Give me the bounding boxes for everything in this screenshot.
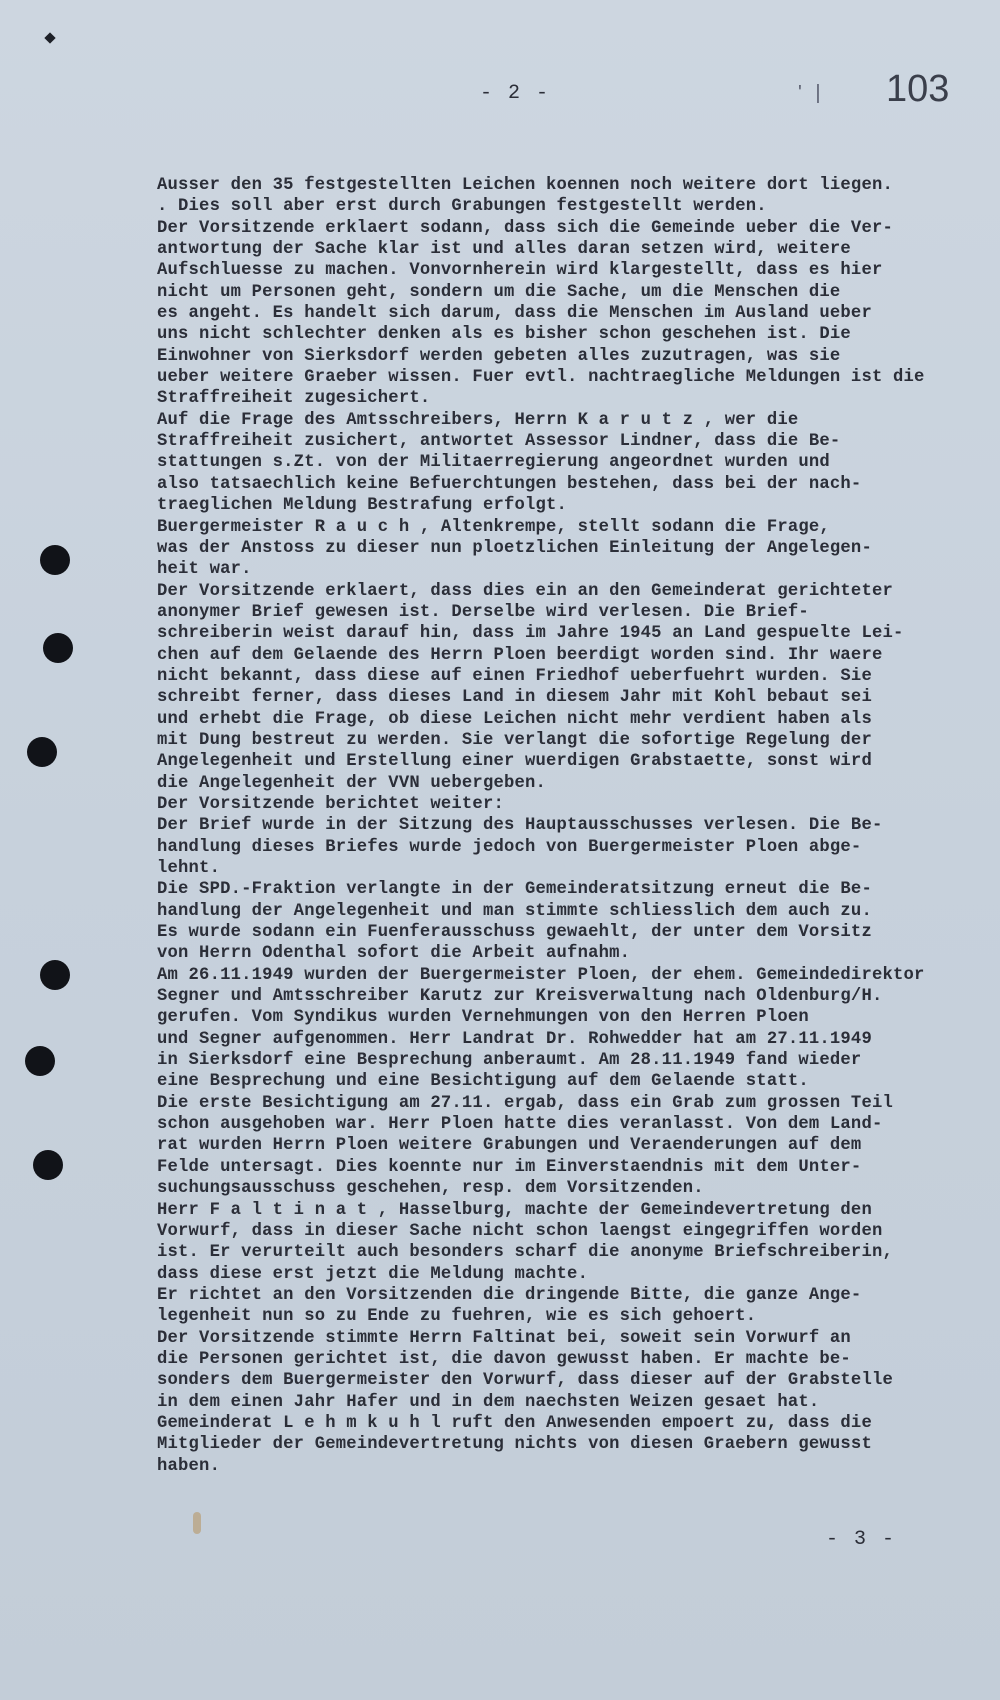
text-line: Straffreiheit zusichert, antwortet Assessor Lindner, dass die Be- [157,432,841,452]
punch-hole [27,737,57,767]
text-line: traeglichen Meldung Bestrafung erfolgt. [157,496,568,516]
page-number: - 2 - [480,82,551,105]
punch-hole [25,1046,55,1076]
text-line: Der Vorsitzende erklaert sodann, dass sich die Gemeinde ueber die Ver- [157,218,893,238]
text-line: legenheit nun so zu Ende zu fuehren, wie es sich gehoert. [157,1307,757,1327]
text-line: schon ausgehoben war. Herr Ploen hatte dies veranlasst. Von dem Land- [157,1115,883,1135]
archive-ticks: ' | [798,82,825,104]
text-line: Mitglieder der Gemeindevertretung nichts von diesen Graebern gewusst [157,1435,872,1455]
punch-hole [40,960,70,990]
text-line: nicht bekannt, dass diese auf einen Friedhof ueberfuehrt wurden. Sie [157,666,872,686]
text-line: mit Dung bestreut zu werden. Sie verlangt die sofortige Regelung der [157,730,872,750]
punch-hole [33,1150,63,1180]
text-line: und erhebt die Frage, ob diese Leichen nicht mehr verdient haben als [157,709,872,729]
text-line: Es wurde sodann ein Fuenferausschuss gewaehlt, der unter dem Vorsitz [157,923,872,943]
text-line: es angeht. Es handelt sich darum, dass die Menschen im Ausland ueber [157,304,872,324]
text-line: Aufschluesse zu machen. Vonvornherein wird klargestellt, dass es hier [157,261,883,281]
text-line: in Sierksdorf eine Besprechung anberaumt. Am 28.11.1949 fand wieder [157,1051,862,1071]
text-line: suchungsausschuss geschehen, resp. dem Vorsitzenden. [157,1179,704,1199]
text-line: ueber weitere Graeber wissen. Fuer evtl. nachtraegliche Meldungen ist die [157,368,925,388]
text-line: uns nicht schlechter denken als es bisher schon geschehen ist. Die [157,325,851,345]
text-line: stattungen s.Zt. von der Militaerregierung angeordnet wurden und [157,453,830,473]
text-line: Felde untersagt. Dies koennte nur im Einverstaendnis mit dem Unter- [157,1157,862,1177]
text-line: heit war. [157,560,252,580]
text-line: lehnt. [157,859,221,878]
text-line: dass diese erst jetzt die Meldung machte. [157,1264,589,1284]
text-line: rat wurden Herrn Ploen weitere Grabungen und Veraenderungen auf dem [157,1136,862,1156]
text-line: sonders dem Buergermeister den Vorwurf, dass dieser auf der Grabstelle [157,1371,893,1391]
text-line: schreiberin weist darauf hin, dass im Jahre 1945 an Land gespuelte Lei- [157,624,904,644]
text-line: Ausser den 35 festgestellten Leichen koennen noch weitere dort liegen. [157,176,893,195]
text-line: ist. Er verurteilt auch besonders scharf die anonyme Briefschreiberin, [157,1243,893,1263]
text-line: und Segner aufgenommen. Herr Landrat Dr. Rohwedder hat am 27.11.1949 [157,1029,872,1049]
text-line: von Herrn Odenthal sofort die Arbeit aufnahm. [157,944,631,964]
corner-mark [44,32,55,43]
text-line: nicht um Personen geht, sondern um die Sache, um die Menschen die [157,282,841,302]
text-line: haben. [157,1456,221,1476]
text-line: Einwohner von Sierksdorf werden gebeten alles zuzutragen, was sie [157,346,841,366]
text-line: was der Anstoss zu dieser nun ploetzlichen Einleitung der Angelegen- [157,538,872,558]
text-line: gerufen. Vom Syndikus wurden Vernehmungen von den Herren Ploen [157,1008,809,1028]
text-line: in dem einen Jahr Hafer und in dem naechsten Weizen gesaet hat. [157,1392,820,1412]
text-line: Der Vorsitzende erklaert, dass dies ein an den Gemeinderat gerichteter [157,581,893,601]
text-line: die Angelegenheit der VVN uebergeben. [157,773,547,793]
punch-hole [40,545,70,575]
text-line: Straffreiheit zugesichert. [157,389,431,409]
text-line: Auf die Frage des Amtsschreibers, Herrn K a r u t z , wer die [157,410,799,430]
text-line: anonymer Brief gewesen ist. Derselbe wird verlesen. Die Brief- [157,602,809,622]
text-line: also tatsaechlich keine Befuerchtungen bestehen, dass bei der nach- [157,474,862,494]
text-line: Die erste Besichtigung am 27.11. ergab, dass ein Grab zum grossen Teil [157,1093,893,1113]
text-line: Vorwurf, dass in dieser Sache nicht schon laengst eingegriffen worden [157,1221,883,1241]
text-line: Die SPD.-Fraktion verlangte in der Gemeinderatsitzung erneut die Be- [157,880,872,900]
text-line: Am 26.11.1949 wurden der Buergermeister Ploen, der ehem. Gemeindedirektor [157,965,925,985]
text-line: eine Besprechung und eine Besichtigung auf dem Gelaende statt. [157,1072,809,1092]
text-line: chen auf dem Gelaende des Herrn Ploen beerdigt worden sind. Ihr waere [157,645,883,665]
text-line: antwortung der Sache klar ist und alles daran setzen wird, weitere [157,240,851,260]
text-line: Der Vorsitzende berichtet weiter: [157,794,504,814]
text-line: Angelegenheit und Erstellung einer wuerdigen Grabstaette, sonst wird [157,752,872,772]
body-text [157,175,947,1477]
text-line: Herr F a l t i n a t , Hasselburg, machte der Gemeindevertretung den [157,1200,872,1220]
text-line: schreibt ferner, dass dieses Land in diesem Jahr mit Kohl bebaut sei [157,688,872,708]
text-line: handlung der Angelegenheit und man stimmte schliesslich dem auch zu. [157,901,872,921]
text-line: Der Vorsitzende stimmte Herrn Faltinat bei, soweit sein Vorwurf an [157,1328,851,1348]
text-line: Buergermeister R a u c h , Altenkrempe, stellt sodann die Frage, [157,517,830,537]
text-line: handlung dieses Briefes wurde jedoch von Buergermeister Ploen abge- [157,837,862,857]
text-line: . Dies soll aber erst durch Grabungen festgestellt werden. [157,197,767,217]
punch-hole [43,633,73,663]
archive-number: 103 [886,68,950,110]
text-line: Der Brief wurde in der Sitzung des Hauptausschusses verlesen. Die Be- [157,816,883,836]
stain [193,1512,201,1534]
text-line: Gemeinderat L e h m k u h l ruft den Anwesenden empoert zu, dass die [157,1413,872,1433]
text-line: Segner und Amtsschreiber Karutz zur Kreisverwaltung nach Oldenburg/H. [157,987,883,1007]
next-page-number: - 3 - [826,1528,897,1551]
text-line: Er richtet an den Vorsitzenden die dringende Bitte, die ganze Ange- [157,1285,862,1305]
text-line: die Personen gerichtet ist, die davon gewusst haben. Er machte be- [157,1349,851,1369]
